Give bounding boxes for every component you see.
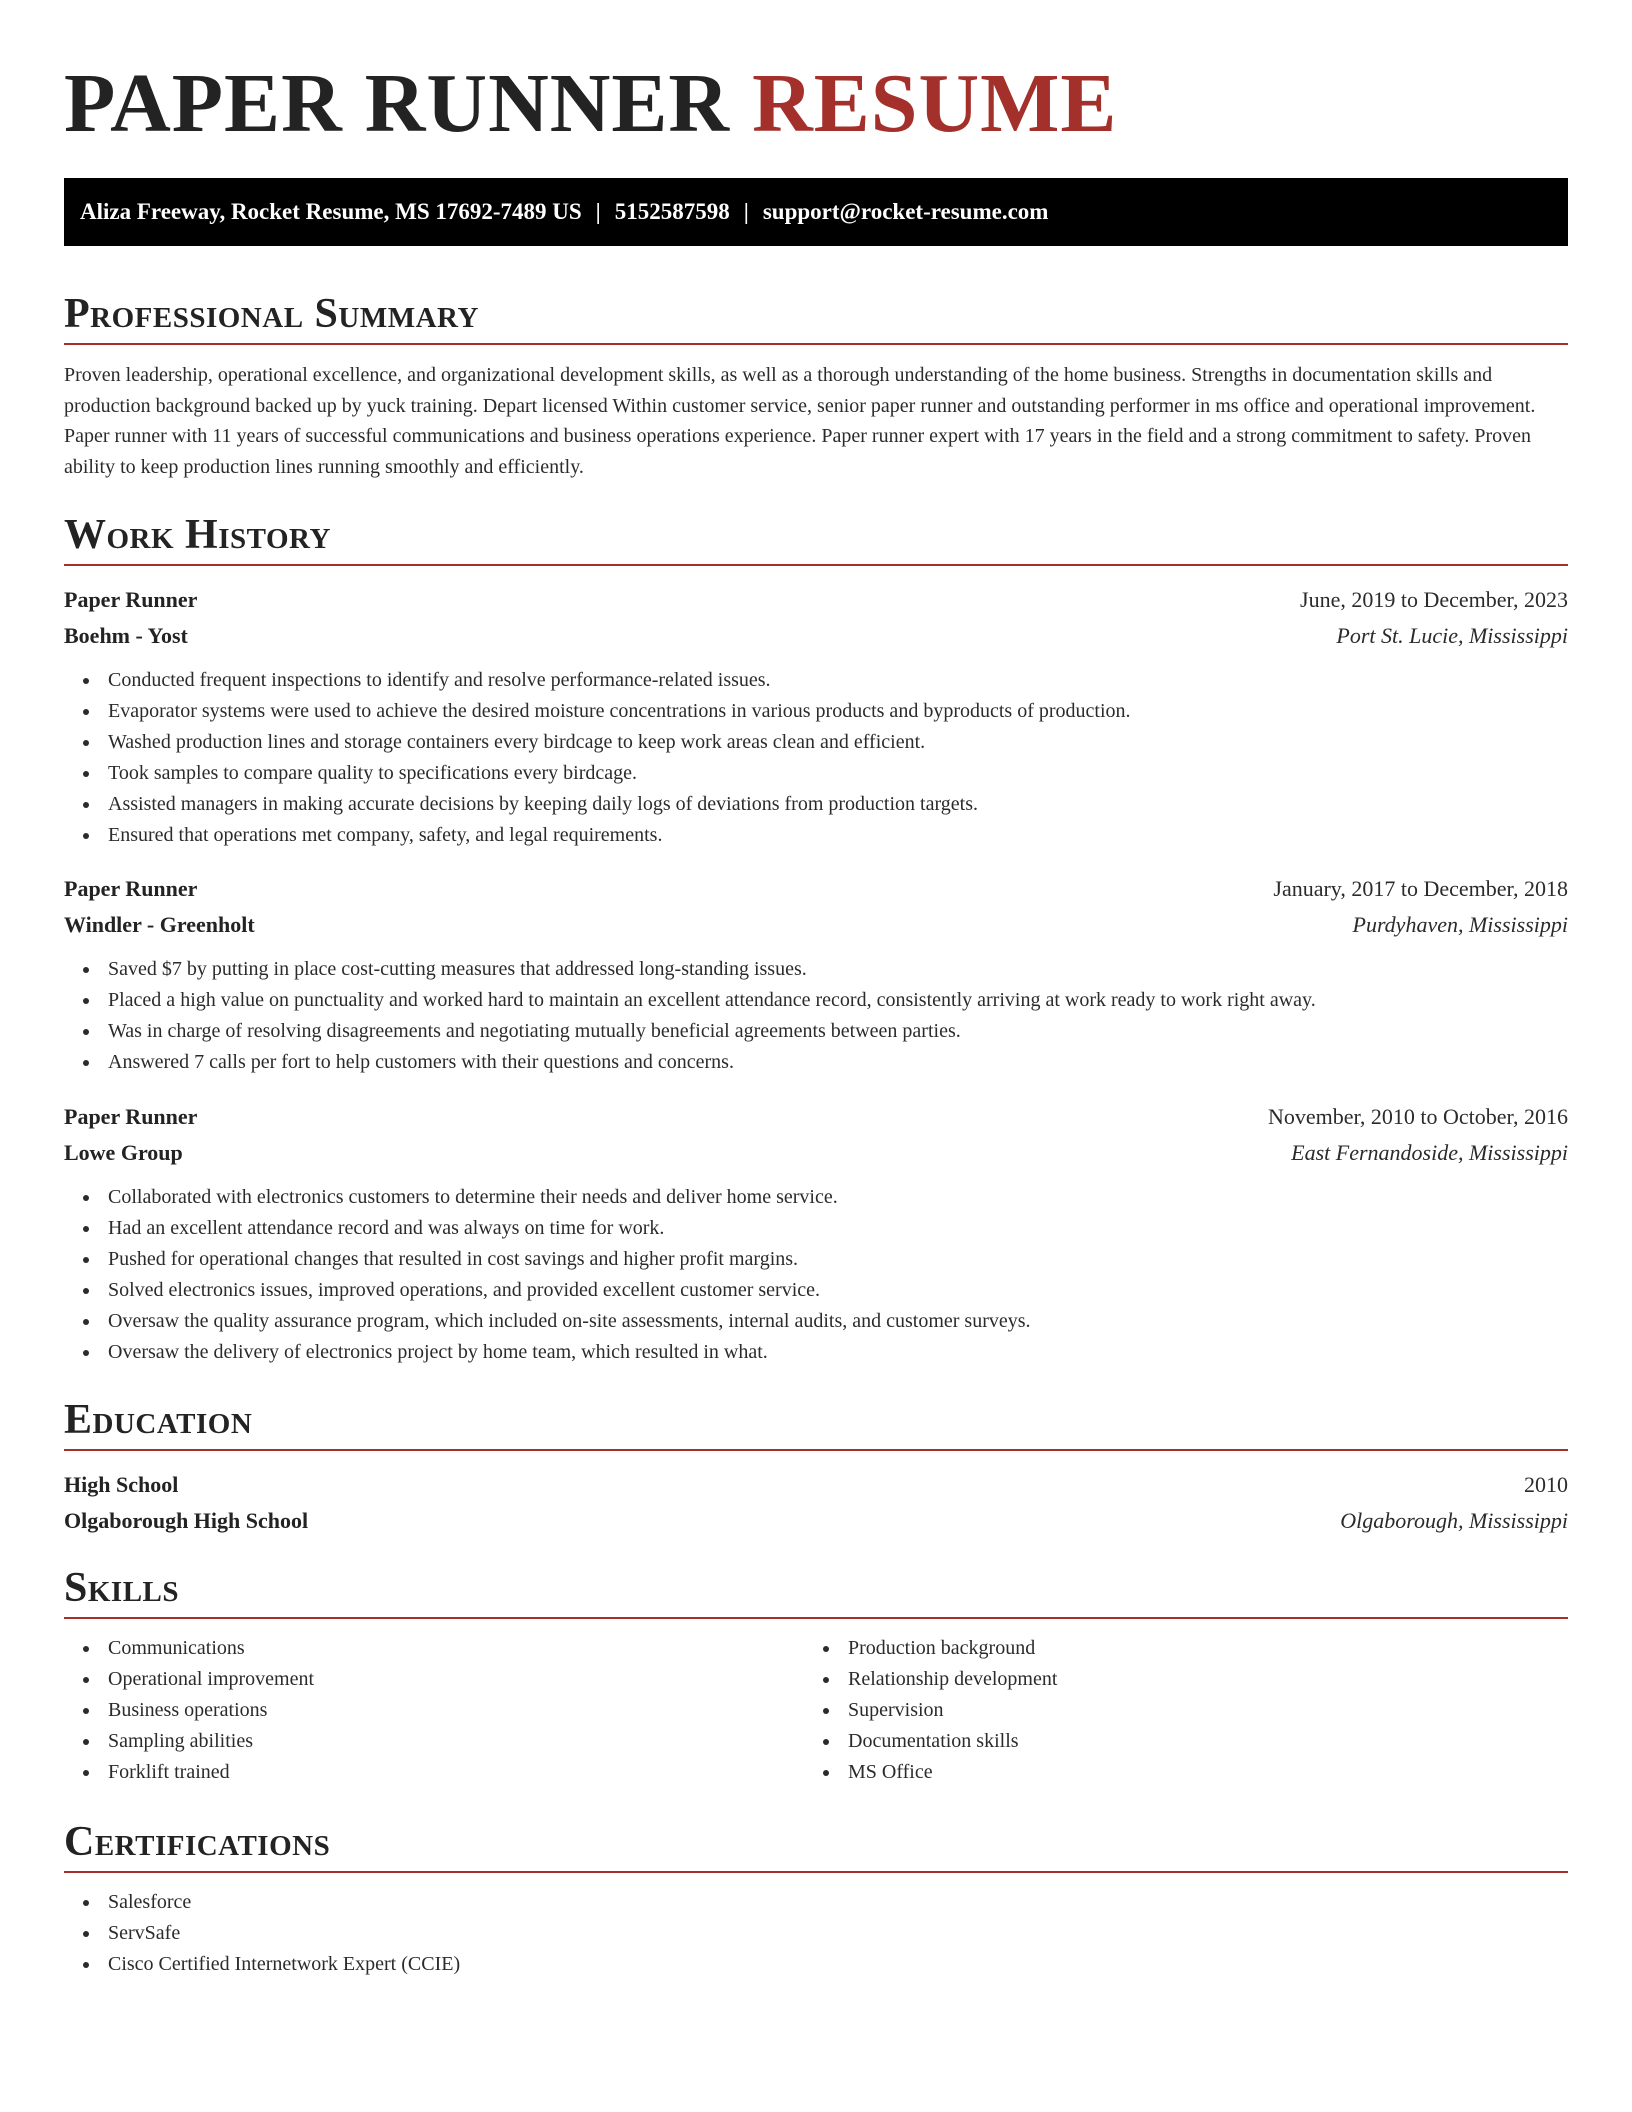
resume-page	[64, 0, 1568, 1980]
list-item: Saved $7 by putting in place cost-cutting measures that addressed long-standing issues.	[64, 954, 1568, 985]
resume-title	[64, 0, 1568, 154]
job-title: Paper Runner	[64, 1104, 198, 1129]
list-item: Took samples to compare quality to specifications every birdcage.	[64, 758, 1568, 789]
list-item: Conducted frequent inspections to identify and resolve performance-related issues.	[64, 665, 1568, 696]
section-divider	[64, 343, 1568, 345]
list-item: Oversaw the delivery of electronics project by home team, which resulted in what.	[64, 1337, 1568, 1368]
job-header-row	[64, 871, 1568, 907]
contact-email[interactable]: support@rocket-resume.com	[762, 199, 1049, 224]
skill-item: Forklift trained	[64, 1757, 804, 1788]
education-heading: Education	[64, 1397, 253, 1443]
job-company: Boehm - Yost	[64, 623, 188, 648]
education-header-row	[64, 1467, 1568, 1503]
job-location: Port St. Lucie, Mississippi	[1336, 623, 1568, 648]
skills-list-right	[804, 1633, 1544, 1788]
job-title: Paper Runner	[64, 876, 198, 901]
job-entry	[64, 582, 1568, 851]
skills-columns	[64, 1633, 1568, 1788]
summary-heading: Professional Summary	[64, 291, 479, 337]
job-entry	[64, 871, 1568, 1078]
job-dates: January, 2017 to December, 2018	[1273, 876, 1568, 901]
skill-item: Supervision	[804, 1695, 1544, 1726]
summary-section	[64, 286, 1568, 482]
contact-phone[interactable]: 5152587598	[614, 199, 730, 224]
education-location: Olgaborough, Mississippi	[1340, 1508, 1568, 1533]
skills-section	[64, 1560, 1568, 1788]
skill-item: Business operations	[64, 1695, 804, 1726]
list-item: Had an excellent attendance record and was always on time for work.	[64, 1213, 1568, 1244]
job-company-row	[64, 618, 1568, 654]
list-item: Answered 7 calls per fort to help customers with their questions and concerns.	[64, 1047, 1568, 1078]
list-item: Pushed for operational changes that resulted in cost savings and higher profit margins.	[64, 1244, 1568, 1275]
title-accent: RESUME	[752, 57, 1118, 150]
certification-item: Cisco Certified Internetwork Expert (CCIE)	[64, 1949, 1568, 1980]
education-school-row	[64, 1503, 1568, 1539]
education-year: 2010	[1524, 1472, 1568, 1497]
job-location: Purdyhaven, Mississippi	[1352, 912, 1568, 937]
skill-item: Relationship development	[804, 1664, 1544, 1695]
certifications-list	[64, 1887, 1568, 1980]
certification-item: Salesforce	[64, 1887, 1568, 1918]
list-item: Oversaw the quality assurance program, which included on-site assessments, internal audits, and customer surveys.	[64, 1306, 1568, 1337]
education-section	[64, 1392, 1568, 1539]
education-entry	[64, 1467, 1568, 1539]
education-degree: High School	[64, 1472, 179, 1497]
job-entry	[64, 1099, 1568, 1368]
job-bullets	[64, 1182, 1568, 1368]
education-school: Olgaborough High School	[64, 1508, 309, 1533]
job-bullets	[64, 665, 1568, 851]
job-title: Paper Runner	[64, 587, 198, 612]
skill-item: Documentation skills	[804, 1726, 1544, 1757]
job-dates: November, 2010 to October, 2016	[1267, 1104, 1568, 1129]
contact-address: Aliza Freeway, Rocket Resume, MS 17692-7489 US	[80, 199, 582, 224]
section-divider	[64, 1449, 1568, 1451]
list-item: Placed a high value on punctuality and worked hard to maintain an excellent attendance record, consistently arriving at work ready to work right away.	[64, 985, 1568, 1016]
job-company-row	[64, 907, 1568, 943]
skill-item: MS Office	[804, 1757, 1544, 1788]
list-item: Ensured that operations met company, safety, and legal requirements.	[64, 820, 1568, 851]
skill-item: Operational improvement	[64, 1664, 804, 1695]
list-item: Was in charge of resolving disagreements and negotiating mutually beneficial agreements between parties.	[64, 1016, 1568, 1047]
certifications-heading: Certifications	[64, 1819, 331, 1865]
skill-item: Sampling abilities	[64, 1726, 804, 1757]
certification-item: ServSafe	[64, 1918, 1568, 1949]
list-item: Collaborated with electronics customers to determine their needs and deliver home service.	[64, 1182, 1568, 1213]
section-divider	[64, 1871, 1568, 1873]
work-history-section	[64, 507, 1568, 1368]
contact-separator: |	[595, 199, 601, 224]
list-item: Solved electronics issues, improved operations, and provided excellent customer service.	[64, 1275, 1568, 1306]
section-divider	[64, 1617, 1568, 1619]
job-location: East Fernandoside, Mississippi	[1291, 1140, 1568, 1165]
contact-separator: |	[743, 199, 749, 224]
list-item: Evaporator systems were used to achieve the desired moisture concentrations in various products and byproducts of production.	[64, 696, 1568, 727]
skills-heading: Skills	[64, 1565, 180, 1611]
job-dates: June, 2019 to December, 2023	[1300, 587, 1568, 612]
job-bullets	[64, 954, 1568, 1078]
skills-list-left	[64, 1633, 804, 1788]
certifications-section	[64, 1814, 1568, 1980]
section-divider	[64, 564, 1568, 566]
title-name: PAPER RUNNER	[64, 57, 731, 150]
job-header-row	[64, 1099, 1568, 1135]
work-history-heading: Work History	[64, 512, 331, 558]
contact-bar	[64, 178, 1568, 246]
skill-item: Communications	[64, 1633, 804, 1664]
list-item: Washed production lines and storage containers every birdcage to keep work areas clean and efficient.	[64, 727, 1568, 758]
job-company: Windler - Greenholt	[64, 912, 255, 937]
job-company: Lowe Group	[64, 1140, 183, 1165]
summary-text: Proven leadership, operational excellence, and organizational development skills, as well as a thorough understanding of the home business. Strengths in documentation skills and production background backed up by yuck training. Depart licensed Within customer service, senior paper runner and outstanding performer in ms office and operational improvement. Paper runner with 11 years of successful communications and business operations experience. Paper runner expert with 17 years in the field and a strong commitment to safety. Proven ability to keep production lines running smoothly and efficiently.	[64, 364, 1536, 478]
job-company-row	[64, 1135, 1568, 1171]
skill-item: Production background	[804, 1633, 1544, 1664]
job-header-row	[64, 582, 1568, 618]
list-item: Assisted managers in making accurate decisions by keeping daily logs of deviations from production targets.	[64, 789, 1568, 820]
